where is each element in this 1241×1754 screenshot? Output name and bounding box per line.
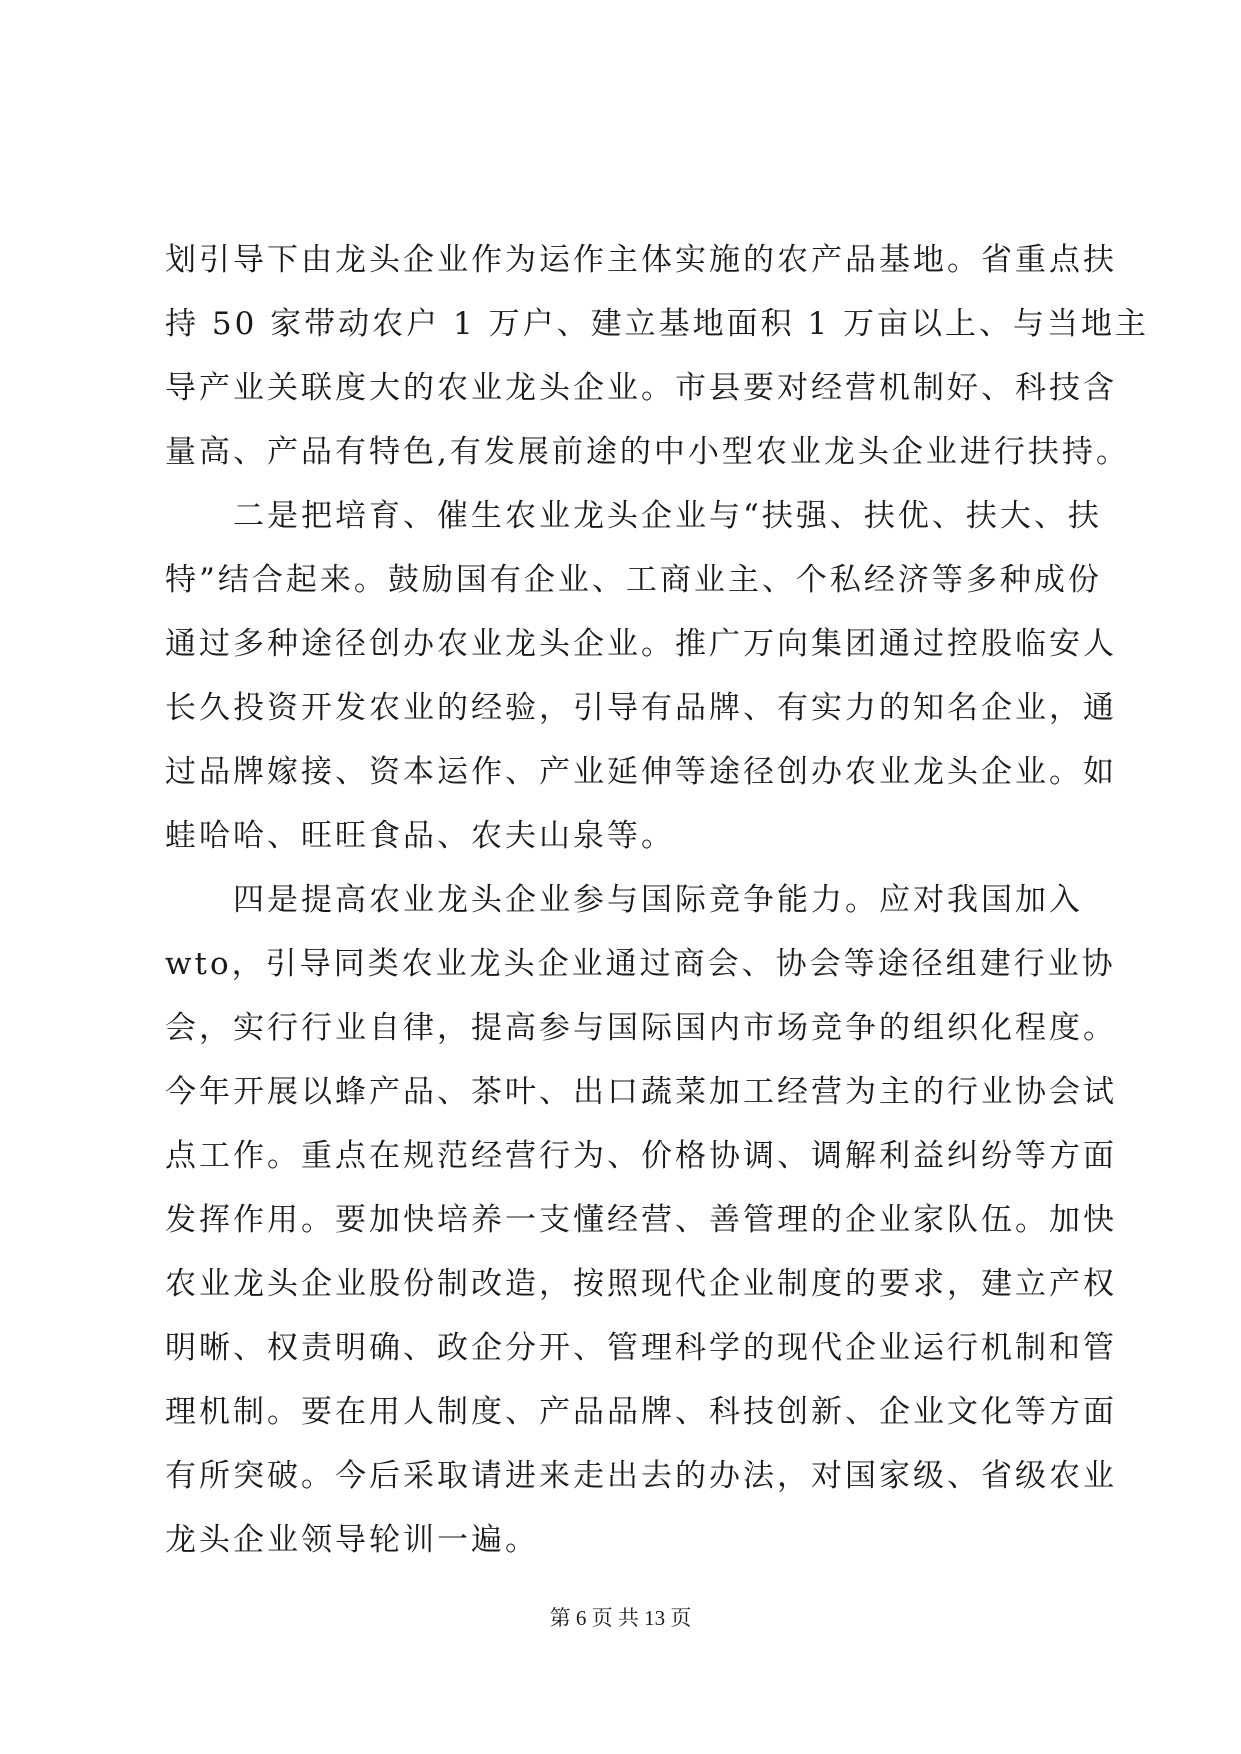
text-line: 点工作。重点在规范经营行为、价格协调、调解利益纠纷等方面	[165, 1138, 1117, 1174]
text-line: 农业龙头企业股份制改造，按照现代企业制度的要求，建立产权	[165, 1266, 1117, 1302]
text-line: 有所突破。今后采取请进来走出去的办法，对国家级、省级农业	[165, 1458, 1117, 1494]
text-line: 明晰、权责明确、政企分开、管理科学的现代企业运行机制和管	[165, 1330, 1117, 1366]
text-line: 导产业关联度大的农业龙头企业。市县要对经营机制好、科技含	[165, 370, 1117, 406]
text-line: 二是把培育、催生农业龙头企业与“扶强、扶优、扶大、扶	[165, 498, 1102, 534]
text-line: wto，引导同类农业龙头企业通过商会、协会等途径组建行业协	[165, 946, 1116, 982]
text-line: 龙头企业领导轮训一遍。	[165, 1522, 539, 1558]
text-line: 今年开展以蜂产品、茶叶、出口蔬菜加工经营为主的行业协会试	[165, 1074, 1117, 1110]
text-line: 长久投资开发农业的经验，引导有品牌、有实力的知名企业，通	[165, 690, 1117, 726]
text-line: 持 50 家带动农户 1 万户、建立基地面积 1 万亩以上、与当地主	[165, 306, 1150, 342]
text-line: 特”结合起来。鼓励国有企业、工商业主、个私经济等多种成份	[165, 562, 1102, 598]
text-line: 会，实行行业自律，提高参与国际国内市场竞争的组织化程度。	[165, 1010, 1117, 1046]
text-line: 量高、产品有特色,有发展前途的中小型农业龙头企业进行扶持。	[165, 434, 1130, 470]
text-line: 发挥作用。要加快培养一支懂经营、善管理的企业家队伍。加快	[165, 1202, 1117, 1238]
text-line: 蛙哈哈、旺旺食品、农夫山泉等。	[165, 818, 675, 854]
page-number-footer: 第 6 页 共 13 页	[549, 1606, 692, 1630]
text-line: 过品牌嫁接、资本运作、产业延伸等途径创办农业龙头企业。如	[165, 754, 1117, 790]
text-line: 划引导下由龙头企业作为运作主体实施的农产品基地。省重点扶	[165, 242, 1117, 278]
text-line: 通过多种途径创办农业龙头企业。推广万向集团通过控股临安人	[165, 626, 1117, 662]
text-line: 理机制。要在用人制度、产品品牌、科技创新、企业文化等方面	[165, 1394, 1117, 1430]
document-body	[165, 228, 1150, 1572]
text-line: 四是提高农业龙头企业参与国际竞争能力。应对我国加入	[165, 882, 1083, 918]
